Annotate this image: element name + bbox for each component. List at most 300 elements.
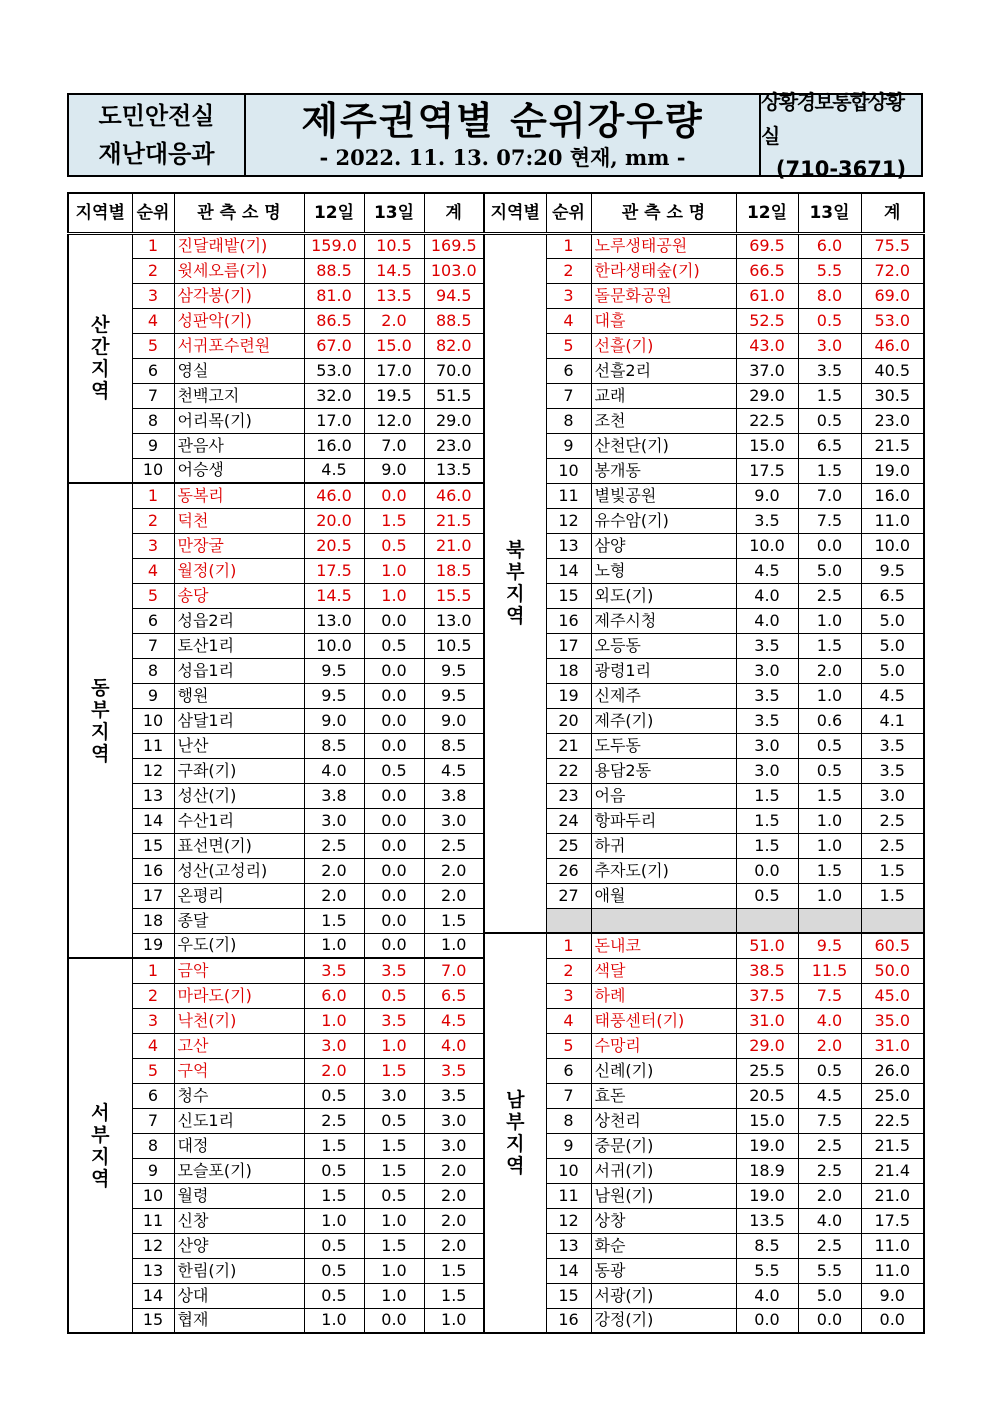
rank-cell: 19	[546, 683, 591, 708]
rain-day13-cell: 3.5	[798, 358, 861, 383]
rank-cell: 12	[546, 508, 591, 533]
rain-total-cell: 35.0	[861, 1008, 924, 1033]
rank-cell: 6	[546, 1058, 591, 1083]
rain-day12-cell: 19.0	[736, 1133, 798, 1158]
table-row	[484, 933, 924, 958]
rain-total-cell: 7.0	[424, 958, 484, 983]
rank-cell: 5	[546, 333, 591, 358]
station-name-cell: 한림(기)	[174, 1258, 304, 1283]
rank-cell: 16	[132, 858, 174, 883]
rain-total-cell: 1.5	[424, 908, 484, 933]
rain-day13-cell: 1.5	[364, 1158, 424, 1183]
station-name-cell: 천백고지	[174, 383, 304, 408]
rank-cell: 1	[132, 483, 174, 508]
station-name-cell: 제주(기)	[591, 708, 736, 733]
table-row	[484, 1083, 924, 1108]
col-station: 관 측 소 명	[591, 193, 736, 233]
rain-day12-cell: 69.5	[736, 233, 798, 258]
table-row	[484, 1133, 924, 1158]
rain-day12-cell: 3.0	[736, 758, 798, 783]
rain-day12-cell: 0.5	[304, 1258, 364, 1283]
station-name-cell: 노형	[591, 558, 736, 583]
rain-day13-cell: 2.0	[798, 1183, 861, 1208]
rain-total-cell: 3.5	[861, 733, 924, 758]
rain-total-cell: 1.5	[861, 883, 924, 908]
rain-day12-cell: 3.5	[736, 683, 798, 708]
rain-day12-cell: 18.9	[736, 1158, 798, 1183]
rain-total-cell: 30.5	[861, 383, 924, 408]
rain-day12-cell: 19.0	[736, 1183, 798, 1208]
station-name-cell: 진달래밭(기)	[174, 233, 304, 258]
station-name-cell: 성산(고성리)	[174, 858, 304, 883]
station-name-cell: 산천단(기)	[591, 433, 736, 458]
table-row	[484, 1008, 924, 1033]
rank-cell: 14	[132, 808, 174, 833]
table-row	[484, 233, 924, 258]
rain-day13-cell: 0.0	[364, 833, 424, 858]
rain-total-cell: 4.1	[861, 708, 924, 733]
rain-day12-cell: 38.5	[736, 958, 798, 983]
rank-cell: 10	[132, 1183, 174, 1208]
table-row	[484, 708, 924, 733]
rain-day12-cell: 1.0	[304, 1008, 364, 1033]
rain-total-cell: 21.5	[861, 433, 924, 458]
rain-day12-cell: 32.0	[304, 383, 364, 408]
region-label: 서 부 지 역	[91, 1101, 110, 1190]
rain-total-cell: 70.0	[424, 358, 484, 383]
rain-day13-cell: 1.0	[364, 1208, 424, 1233]
rank-cell: 5	[132, 1058, 174, 1083]
rain-total-cell: 3.5	[861, 758, 924, 783]
table-row	[484, 808, 924, 833]
rank-cell: 14	[132, 1283, 174, 1308]
station-name-cell: 토산1리	[174, 633, 304, 658]
rank-cell: 9	[132, 683, 174, 708]
station-name-cell: 선흘(기)	[591, 333, 736, 358]
rain-total-cell: 5.0	[861, 608, 924, 633]
rain-day12-cell: 0.5	[736, 883, 798, 908]
region-cell	[68, 483, 132, 958]
station-name-cell	[591, 908, 736, 933]
rain-day12-cell: 53.0	[304, 358, 364, 383]
rank-cell: 2	[132, 983, 174, 1008]
rain-total-cell: 40.5	[861, 358, 924, 383]
rain-total-cell: 11.0	[861, 1233, 924, 1258]
rain-day12-cell: 159.0	[304, 233, 364, 258]
table-row	[484, 483, 924, 508]
rain-total-cell: 169.5	[424, 233, 484, 258]
rain-day13-cell: 0.5	[798, 308, 861, 333]
rain-day12-cell: 0.0	[736, 1308, 798, 1333]
rank-cell: 7	[132, 1108, 174, 1133]
rainfall-table-right	[483, 192, 925, 1334]
rain-day13-cell: 3.0	[364, 1083, 424, 1108]
rank-cell: 15	[546, 583, 591, 608]
rank-cell: 4	[132, 308, 174, 333]
rain-day13-cell: 2.0	[364, 308, 424, 333]
rain-total-cell: 53.0	[861, 308, 924, 333]
station-name-cell: 중문(기)	[591, 1133, 736, 1158]
rain-total-cell: 2.5	[861, 833, 924, 858]
station-name-cell: 고산	[174, 1033, 304, 1058]
col-total: 계	[424, 193, 484, 233]
table-row	[484, 658, 924, 683]
station-name-cell: 수망리	[591, 1033, 736, 1058]
rain-total-cell: 10.0	[861, 533, 924, 558]
rain-day13-cell: 6.5	[798, 433, 861, 458]
rain-total-cell: 29.0	[424, 408, 484, 433]
rank-cell: 24	[546, 808, 591, 833]
station-name-cell: 강정(기)	[591, 1308, 736, 1333]
rank-cell: 5	[132, 333, 174, 358]
station-name-cell: 표선면(기)	[174, 833, 304, 858]
station-name-cell: 제주시청	[591, 608, 736, 633]
rain-total-cell: 1.5	[424, 1283, 484, 1308]
rain-day12-cell: 2.0	[304, 1058, 364, 1083]
rank-cell: 3	[132, 283, 174, 308]
rank-cell: 9	[546, 433, 591, 458]
station-name-cell: 화순	[591, 1233, 736, 1258]
rain-day12-cell: 37.5	[736, 983, 798, 1008]
rain-day13-cell: 1.0	[798, 683, 861, 708]
rain-day13-cell: 5.5	[798, 1258, 861, 1283]
rank-cell: 18	[546, 658, 591, 683]
rain-day12-cell: 1.5	[736, 783, 798, 808]
rain-day12-cell: 0.5	[304, 1158, 364, 1183]
rank-cell: 3	[546, 983, 591, 1008]
rain-day13-cell: 2.0	[798, 658, 861, 683]
rain-total-cell: 46.0	[861, 333, 924, 358]
station-name-cell: 신창	[174, 1208, 304, 1233]
table-row	[484, 908, 924, 933]
station-name-cell: 난산	[174, 733, 304, 758]
rank-cell: 4	[546, 1008, 591, 1033]
rain-day12-cell: 43.0	[736, 333, 798, 358]
rain-day12-cell: 9.0	[736, 483, 798, 508]
department-line1: 도민안전실	[98, 102, 215, 130]
station-name-cell: 서귀(기)	[591, 1158, 736, 1183]
rain-day12-cell: 29.0	[736, 1033, 798, 1058]
rank-cell: 11	[546, 483, 591, 508]
rain-day12-cell: 1.5	[304, 1183, 364, 1208]
rain-day13-cell: 1.0	[798, 883, 861, 908]
rain-day13-cell: 0.0	[364, 483, 424, 508]
rank-cell: 2	[546, 258, 591, 283]
rain-total-cell: 45.0	[861, 983, 924, 1008]
table-row	[484, 408, 924, 433]
rain-day12-cell: 5.5	[736, 1258, 798, 1283]
rain-total-cell: 10.5	[424, 633, 484, 658]
rank-cell: 9	[546, 1133, 591, 1158]
station-name-cell: 영실	[174, 358, 304, 383]
table-row	[484, 1158, 924, 1183]
rank-cell: 13	[132, 783, 174, 808]
rain-day13-cell: 0.0	[364, 783, 424, 808]
rain-total-cell: 3.5	[424, 1083, 484, 1108]
rank-cell: 25	[546, 833, 591, 858]
rank-cell: 12	[546, 1208, 591, 1233]
station-name-cell: 산양	[174, 1233, 304, 1258]
station-name-cell: 상천리	[591, 1108, 736, 1133]
rain-total-cell: 21.5	[424, 508, 484, 533]
rain-day13-cell: 0.5	[364, 1183, 424, 1208]
rain-day13-cell: 9.0	[364, 458, 424, 483]
station-name-cell: 색달	[591, 958, 736, 983]
rain-day12-cell: 1.5	[736, 833, 798, 858]
rank-cell: 14	[546, 1258, 591, 1283]
station-name-cell: 돌문화공원	[591, 283, 736, 308]
station-name-cell: 한라생태숲(기)	[591, 258, 736, 283]
station-name-cell: 항파두리	[591, 808, 736, 833]
rain-day12-cell: 6.0	[304, 983, 364, 1008]
col-region: 지역별	[68, 193, 132, 233]
station-name-cell: 구좌(기)	[174, 758, 304, 783]
rank-cell: 2	[132, 258, 174, 283]
table-row	[484, 508, 924, 533]
rain-day13-cell: 0.5	[364, 758, 424, 783]
col-day13: 13일	[364, 193, 424, 233]
rain-day13-cell: 10.5	[364, 233, 424, 258]
rain-day13-cell: 1.0	[364, 1258, 424, 1283]
rank-cell: 14	[546, 558, 591, 583]
rain-day13-cell: 1.0	[798, 608, 861, 633]
rank-cell: 4	[132, 558, 174, 583]
rain-day13-cell	[798, 908, 861, 933]
rain-day13-cell: 5.0	[798, 1283, 861, 1308]
rain-day13-cell: 0.5	[798, 758, 861, 783]
table-row	[484, 758, 924, 783]
rank-cell: 17	[132, 883, 174, 908]
rain-day12-cell: 17.0	[304, 408, 364, 433]
table-row	[484, 308, 924, 333]
rain-day13-cell: 1.0	[364, 583, 424, 608]
rank-cell: 2	[546, 958, 591, 983]
rain-day13-cell: 1.0	[364, 1033, 424, 1058]
rain-day12-cell: 67.0	[304, 333, 364, 358]
rank-cell: 15	[132, 833, 174, 858]
rain-day13-cell: 1.5	[364, 1058, 424, 1083]
rain-day13-cell: 1.5	[798, 458, 861, 483]
rain-day13-cell: 0.0	[364, 1308, 424, 1333]
col-rank: 순위	[132, 193, 174, 233]
rank-cell: 4	[132, 1033, 174, 1058]
station-name-cell: 수산1리	[174, 808, 304, 833]
rain-day13-cell: 12.0	[364, 408, 424, 433]
rain-day12-cell: 66.5	[736, 258, 798, 283]
rain-day13-cell: 1.0	[798, 833, 861, 858]
table-row	[484, 1308, 924, 1333]
region-cell	[68, 958, 132, 1333]
rain-day13-cell: 0.5	[364, 533, 424, 558]
rain-total-cell: 2.5	[861, 808, 924, 833]
table-row	[484, 258, 924, 283]
rank-cell: 17	[546, 633, 591, 658]
rank-cell: 15	[546, 1283, 591, 1308]
rain-day12-cell: 9.0	[304, 708, 364, 733]
rank-cell: 3	[132, 533, 174, 558]
department-line2: 재난대응과	[98, 140, 215, 168]
rain-total-cell: 5.0	[861, 633, 924, 658]
rain-total-cell: 1.0	[424, 933, 484, 958]
rain-total-cell: 5.0	[861, 658, 924, 683]
rain-total-cell: 3.0	[424, 1108, 484, 1133]
rain-total-cell: 11.0	[861, 508, 924, 533]
rank-cell: 20	[546, 708, 591, 733]
rain-day12-cell: 1.5	[304, 908, 364, 933]
rain-day12-cell: 31.0	[736, 1008, 798, 1033]
rank-cell: 9	[132, 1158, 174, 1183]
rain-day12-cell: 3.0	[304, 1033, 364, 1058]
rank-cell: 8	[132, 408, 174, 433]
rain-total-cell: 2.0	[424, 883, 484, 908]
rain-day12-cell: 51.0	[736, 933, 798, 958]
station-name-cell: 삼달1리	[174, 708, 304, 733]
station-name-cell: 용담2동	[591, 758, 736, 783]
rain-total-cell: 46.0	[424, 483, 484, 508]
table-row	[484, 558, 924, 583]
region-label: 동 부 지 역	[91, 676, 110, 765]
rain-total-cell: 21.4	[861, 1158, 924, 1183]
station-name-cell: 청수	[174, 1083, 304, 1108]
station-name-cell: 태풍센터(기)	[591, 1008, 736, 1033]
rain-day12-cell: 88.5	[304, 258, 364, 283]
rank-cell: 16	[546, 608, 591, 633]
station-name-cell: 상대	[174, 1283, 304, 1308]
rain-day12-cell: 9.5	[304, 658, 364, 683]
rain-total-cell: 69.0	[861, 283, 924, 308]
rain-day12-cell: 61.0	[736, 283, 798, 308]
rain-day12-cell: 1.5	[304, 1133, 364, 1158]
station-name-cell: 관음사	[174, 433, 304, 458]
rain-day12-cell: 1.0	[304, 933, 364, 958]
region-cell	[484, 933, 546, 1333]
rain-day12-cell: 46.0	[304, 483, 364, 508]
rain-total-cell: 8.5	[424, 733, 484, 758]
rain-day12-cell: 8.5	[304, 733, 364, 758]
rain-day13-cell: 1.5	[798, 783, 861, 808]
station-name-cell: 행원	[174, 683, 304, 708]
rain-total-cell: 15.5	[424, 583, 484, 608]
rain-total-cell: 2.0	[424, 1233, 484, 1258]
station-name-cell: 애월	[591, 883, 736, 908]
rain-day13-cell: 0.5	[798, 1058, 861, 1083]
rain-total-cell: 1.0	[424, 1308, 484, 1333]
station-name-cell: 어리목(기)	[174, 408, 304, 433]
table-row	[484, 1283, 924, 1308]
station-name-cell: 구억	[174, 1058, 304, 1083]
table-row	[68, 483, 484, 508]
rain-day13-cell: 0.0	[798, 1308, 861, 1333]
rain-total-cell: 25.0	[861, 1083, 924, 1108]
rank-cell: 8	[132, 1133, 174, 1158]
department-block	[69, 95, 246, 175]
rain-total-cell: 88.5	[424, 308, 484, 333]
rain-total-cell: 9.5	[424, 683, 484, 708]
table-row	[484, 733, 924, 758]
station-name-cell: 노루생태공원	[591, 233, 736, 258]
table-row	[484, 433, 924, 458]
rank-cell: 5	[546, 1033, 591, 1058]
col-day13: 13일	[798, 193, 861, 233]
rain-total-cell: 2.0	[424, 1158, 484, 1183]
rain-day12-cell: 10.0	[736, 533, 798, 558]
rank-cell: 12	[132, 758, 174, 783]
rank-cell: 10	[132, 458, 174, 483]
rank-cell: 15	[132, 1308, 174, 1333]
rain-day12-cell: 86.5	[304, 308, 364, 333]
rain-day12-cell: 52.5	[736, 308, 798, 333]
rank-cell: 4	[546, 308, 591, 333]
region-cell	[484, 233, 546, 933]
rain-day12-cell: 13.0	[304, 608, 364, 633]
table-row	[484, 533, 924, 558]
rank-cell: 10	[546, 458, 591, 483]
col-day12: 12일	[736, 193, 798, 233]
table-row	[484, 283, 924, 308]
rank-cell: 21	[546, 733, 591, 758]
rain-day13-cell: 13.5	[364, 283, 424, 308]
rain-day13-cell: 0.0	[364, 733, 424, 758]
rain-total-cell: 3.8	[424, 783, 484, 808]
rain-day13-cell: 4.0	[798, 1208, 861, 1233]
rain-day12-cell: 0.5	[304, 1083, 364, 1108]
rank-cell: 5	[132, 583, 174, 608]
rain-total-cell: 21.0	[424, 533, 484, 558]
rain-day12-cell: 1.0	[304, 1208, 364, 1233]
station-name-cell: 돈내코	[591, 933, 736, 958]
rain-day12-cell: 0.0	[736, 858, 798, 883]
rain-day13-cell: 2.5	[798, 583, 861, 608]
table-row	[68, 958, 484, 983]
station-name-cell: 남원(기)	[591, 1183, 736, 1208]
rain-day12-cell: 0.5	[304, 1283, 364, 1308]
rain-day12-cell: 2.0	[304, 858, 364, 883]
rain-day13-cell: 0.0	[364, 683, 424, 708]
rain-day12-cell: 2.5	[304, 833, 364, 858]
rain-day13-cell: 1.5	[798, 383, 861, 408]
rank-cell: 16	[546, 1308, 591, 1333]
rank-cell: 18	[132, 908, 174, 933]
rank-cell: 8	[546, 1108, 591, 1133]
rain-day13-cell: 1.5	[364, 1133, 424, 1158]
station-name-cell: 대정	[174, 1133, 304, 1158]
rank-cell: 11	[546, 1183, 591, 1208]
rain-day12-cell: 4.5	[736, 558, 798, 583]
table-row	[484, 883, 924, 908]
rain-day13-cell: 4.0	[798, 1008, 861, 1033]
rain-day12-cell: 10.0	[304, 633, 364, 658]
station-name-cell: 협재	[174, 1308, 304, 1333]
rain-day12-cell: 25.5	[736, 1058, 798, 1083]
rain-day13-cell: 2.5	[798, 1233, 861, 1258]
rain-day13-cell: 4.5	[798, 1083, 861, 1108]
station-name-cell: 하례	[591, 983, 736, 1008]
station-name-cell: 추자도(기)	[591, 858, 736, 883]
rain-day13-cell: 3.0	[798, 333, 861, 358]
rain-day12-cell: 29.0	[736, 383, 798, 408]
col-rank: 순위	[546, 193, 591, 233]
rain-day12-cell: 4.0	[736, 583, 798, 608]
station-name-cell: 신례(기)	[591, 1058, 736, 1083]
station-name-cell: 효돈	[591, 1083, 736, 1108]
table-row	[484, 608, 924, 633]
rain-total-cell: 18.5	[424, 558, 484, 583]
rain-total-cell: 21.0	[861, 1183, 924, 1208]
rain-day13-cell: 1.5	[798, 858, 861, 883]
rain-day13-cell: 0.5	[364, 1108, 424, 1133]
contact-office: 상황경보통합상황실	[761, 90, 904, 148]
rain-total-cell: 3.5	[424, 1058, 484, 1083]
